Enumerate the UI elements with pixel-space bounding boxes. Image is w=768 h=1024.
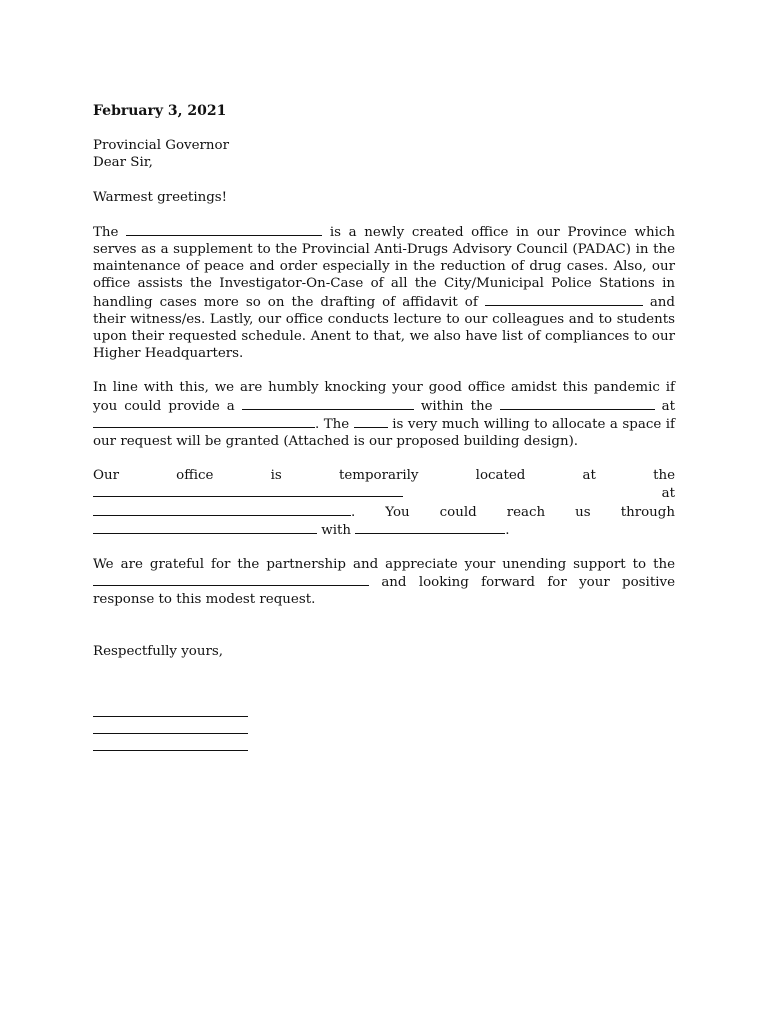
recipient-title: Provincial Governor: [93, 138, 229, 154]
p3-word: at: [582, 468, 596, 484]
p3-word: is: [270, 468, 282, 484]
signature-block: [93, 700, 675, 751]
p2-text-c: at: [661, 398, 675, 414]
p1-text-c: and their witness/es. Lastly, our office conducts lecture to our colleagues and to students upon their requested schedule. Anent to that, we also have list of compliances to our Higher Headquarters.: [93, 294, 675, 362]
p3-word: Our: [93, 468, 120, 484]
affidavit-blank: [485, 293, 643, 306]
office-location-blank: [93, 484, 403, 497]
letter-page: [93, 103, 675, 751]
signature-line-name: [93, 700, 248, 717]
p3-word: temporarily: [338, 468, 419, 484]
p4-text-a: We are grateful for the partnership and appreciate your unending support to the: [93, 557, 675, 573]
contact-blank: [93, 521, 317, 534]
signature-line-title: [93, 717, 248, 734]
paragraph-4: [93, 556, 675, 609]
contact-number-blank: [355, 521, 505, 534]
signature-line-office: [93, 734, 248, 751]
p3-text-reach: . You could reach us through: [351, 504, 675, 520]
p3-word: the: [653, 468, 675, 484]
p1-text-a: The: [93, 224, 119, 240]
p3-line-2: [93, 484, 675, 502]
greeting: Warmest greetings!: [93, 189, 228, 205]
p3-word: at: [661, 486, 675, 502]
paragraph-1: [93, 223, 675, 363]
p3-line-1: [93, 467, 675, 484]
agency-blank: [354, 415, 388, 428]
p3-word: office: [176, 468, 214, 484]
address-blank: [93, 415, 315, 428]
closing: Respectfully yours,: [93, 643, 224, 659]
p2-text-e: is very much willing to allocate a space if our request will be granted (Attached is our proposed building design).: [93, 416, 675, 450]
p2-text-d: . The: [315, 416, 350, 432]
p2-text-b: within the: [420, 398, 493, 414]
p3-word: with: [321, 522, 352, 538]
p1-text-b: is a newly created office in our Province which serves as a supplement to the Provincial Anti-Drugs Advisory Council (PADAC) in the maintenance of peace and order especially in the reduction of drug cases. Also, our office assists the Investigator-On-Case of all the City/Municipal Police Stations in handling cases more so on the drafting of affidavit of: [93, 224, 675, 310]
partnership-blank: [93, 573, 369, 586]
recipient-block: [93, 137, 675, 171]
office-address-blank: [93, 503, 351, 516]
p4-text-b: and looking forward for your positive response to this modest request.: [93, 575, 675, 608]
paragraph-3: [93, 467, 675, 539]
salutation: Dear Sir,: [93, 155, 153, 171]
p3-word: located: [475, 468, 526, 484]
p3-text-end: .: [505, 522, 510, 538]
p3-line-4: [93, 521, 675, 539]
p2-text-a: In line with this, we are humbly knocking your good office amidst this pandemic if you could provide a: [93, 380, 675, 414]
location-blank: [500, 397, 655, 410]
letter-date: February 3, 2021: [93, 103, 227, 119]
paragraph-2: [93, 379, 675, 450]
p3-line-3: [93, 503, 675, 521]
office-name-blank: [126, 223, 322, 236]
provision-blank: [242, 397, 414, 410]
